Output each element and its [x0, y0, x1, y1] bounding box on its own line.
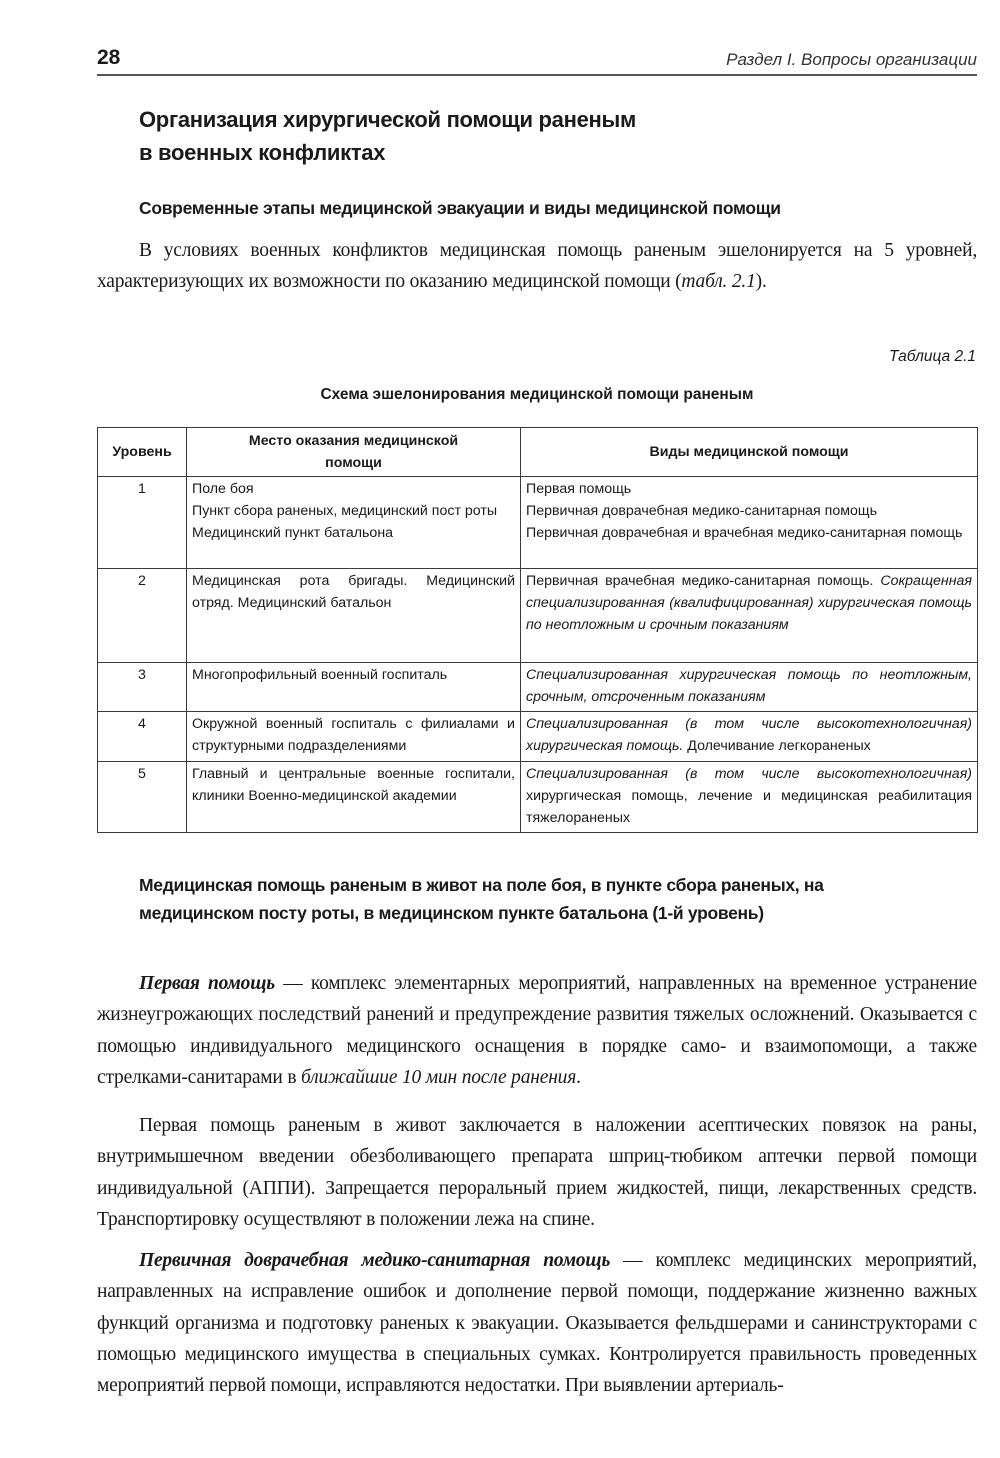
level-cell: 4	[98, 712, 187, 762]
paragraph-body: — комплекс медицинских мероприятий, направленных на исправление ошибок и дополнение первой помощи, поддержание жизненно важных функций организма и подготовку раненых к эвакуации. Оказывается фельдшерами и санинструкторами с помощью медицинского имущества в специальных сумках. Контролируется правильность проведенных мероприятий первой помощи, исправляются недостатки. При выявлении артериаль-	[97, 1250, 977, 1397]
chapter-title	[139, 103, 899, 169]
paragraph-first-aid	[97, 968, 977, 1093]
place-cell	[187, 712, 521, 762]
emphasis-time: ближайшие 10 мин после ранения	[301, 1066, 577, 1088]
kinds-line: хирургическая помощь, лечение и медицинская реабилитация тяжелораненых	[526, 788, 972, 826]
term-first-aid: Первая помощь	[139, 973, 275, 994]
table-reference: табл. 2.1	[681, 271, 756, 293]
running-head-section: Раздел I. Вопросы организации	[726, 50, 977, 69]
intro-text: В условиях военных конфликтов медицинская помощь раненым эшелонируется на 5 уровней, характеризующих их возможности по оказанию медицинской помощи (	[97, 240, 977, 293]
place-cell	[187, 762, 521, 833]
paragraph-body: Первая помощь раненым в живот заключается в наложении асептических повязок на раны, внутримышечном введении обезболивающего препарата шприц-тюбиком аптечки первой помощи индивидуальной (АППИ). Запрещается пероральный прием жидкостей, пищи, лекарственных средств. Транспортировку осуществляют в положении лежа на спине.	[97, 1115, 977, 1230]
table-caption: Таблица 2.1	[889, 348, 976, 365]
kinds-line-italic: Специализированная (в том числе высокотехнологичная) хирургическая помощь.	[526, 716, 972, 754]
level-cell: 5	[98, 762, 187, 833]
kinds-line: Долечивание легкораненых	[687, 738, 871, 754]
place-line: Многопрофильный военный госпиталь	[192, 667, 448, 683]
kinds-cell	[521, 663, 978, 712]
place-line: Поле боя	[192, 481, 254, 497]
table-row	[98, 663, 978, 712]
table-title: Схема эшелонирования медицинской помощи раненым	[320, 386, 754, 403]
column-header-level: Уровень	[98, 428, 187, 477]
running-head	[97, 44, 977, 76]
term-prehospital-aid: Первичная доврачебная медико-санитарная помощь	[139, 1250, 611, 1271]
place-line: Пункт сбора раненых, медицинский пост роты	[192, 503, 498, 519]
kinds-cell	[521, 477, 978, 569]
place-cell	[187, 477, 521, 569]
kinds-line-italic: Сокращенная специализированная (квалифицированная) хирургическая помощь по неотложным и срочным показаниям	[526, 573, 972, 633]
subsection-heading: Медицинская помощь раненым в живот на поле боя, в пункте сбора раненых, на медицинском посту роты, в медицинском пункте батальона (1-й уровень)	[139, 875, 824, 923]
kinds-cell	[521, 569, 978, 663]
level-cell: 3	[98, 663, 187, 712]
kinds-line-italic: Специализированная хирургическая помощь по неотложным, срочным, отсроченным показаниям	[526, 667, 972, 705]
level-cell: 2	[98, 569, 187, 663]
kinds-line: Первичная доврачебная и врачебная медико-санитарная помощь	[526, 525, 963, 541]
table-row	[98, 569, 978, 663]
paragraph-abdominal-first-aid	[97, 1110, 977, 1235]
place-line: Медицинский пункт батальона	[192, 525, 394, 541]
kinds-line: Первичная врачебная медико-санитарная помощь.	[526, 573, 874, 589]
kinds-cell	[521, 762, 978, 833]
chapter-title-line: Организация хирургической помощи раненым	[139, 107, 636, 132]
echelon-table	[97, 427, 978, 833]
place-line: Медицинская рота бригады. Медицинский отряд. Медицинский батальон	[192, 573, 515, 611]
level-cell: 1	[98, 477, 187, 569]
kinds-cell	[521, 712, 978, 762]
intro-tail: ).	[755, 271, 767, 293]
chapter-title-line: в военных конфликтах	[139, 140, 386, 165]
page-number: 28	[97, 46, 121, 69]
paragraph-body: — комплекс элементарных мероприятий, направленных на временное устранение жизнеугрожающих последствий ранений и предупреждение развития тяжелых осложнений. Оказывается с помощью индивидуального медицинского оснащения в порядке само- и взаимопомощи, а также стрелками-санитарами в	[97, 973, 977, 1088]
place-cell	[187, 569, 521, 663]
intro-paragraph	[97, 235, 977, 298]
table-header-row	[98, 428, 978, 477]
kinds-line: Первичная доврачебная медико-санитарная помощь	[526, 503, 877, 519]
table-row	[98, 477, 978, 569]
place-line: Главный и центральные военные госпитали, клиники Военно-медицинской академии	[192, 766, 515, 804]
place-cell	[187, 663, 521, 712]
kinds-line-italic: Специализированная (в том числе высокотехнологичная)	[526, 766, 972, 782]
paragraph-prehospital-aid	[97, 1245, 977, 1401]
table-row	[98, 712, 978, 762]
column-header-kinds: Виды медицинской помощи	[521, 428, 978, 477]
table-row	[98, 762, 978, 833]
paragraph-tail: .	[576, 1066, 581, 1088]
place-line: Окружной военный госпиталь с филиалами и структурными подразделениями	[192, 716, 515, 754]
kinds-line: Первая помощь	[526, 481, 632, 497]
section-heading: Современные этапы медицинской эвакуации и виды медицинской помощи	[139, 198, 781, 218]
column-header-place: Место оказания медицинской помощи	[187, 428, 521, 477]
